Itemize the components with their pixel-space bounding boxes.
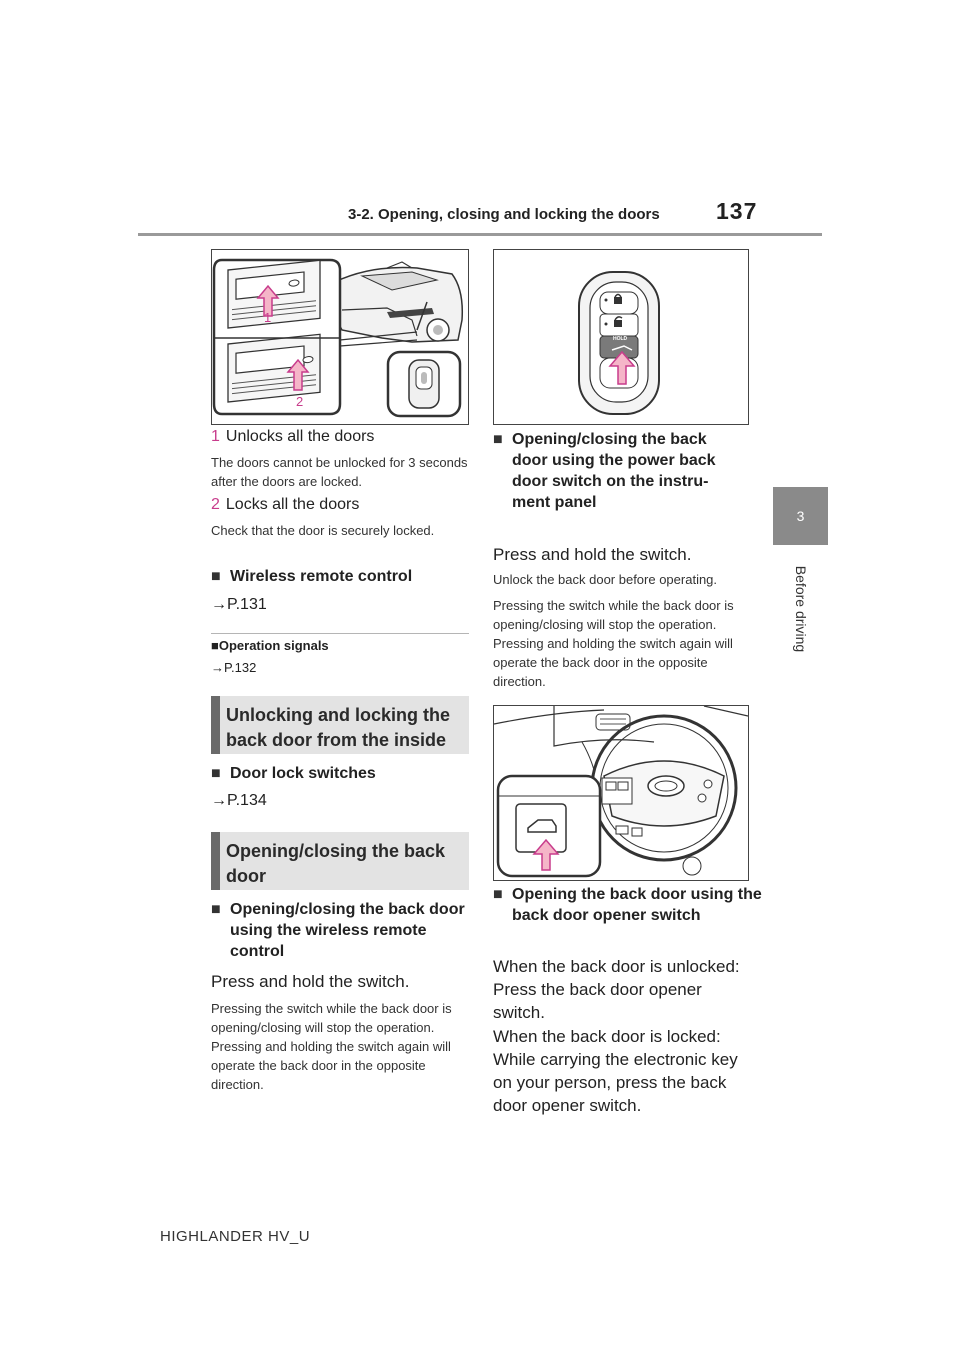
- step-1-note: The doors cannot be unlocked for 3 seconds after the doors are locked.: [211, 455, 468, 489]
- step-1-text: Unlocks all the doors: [225, 428, 375, 445]
- door-lock-switches-heading: ■ Door lock switches: [211, 765, 376, 782]
- opener-switch-text-unlocked: When the back door is unlocked: Press the back door opener switch.: [493, 957, 740, 1022]
- key-fob-figure: [493, 249, 749, 425]
- chapter-number: 3: [796, 508, 805, 524]
- operation-signals-heading: ■Operation signals: [211, 638, 329, 653]
- square-bullet-icon: ■: [211, 765, 221, 782]
- operation-signals-reference[interactable]: →P.132: [211, 660, 257, 675]
- power-switch-note-1: Unlock the back door before operating.: [493, 572, 718, 587]
- step-2-note: Check that the door is securely locked.: [211, 523, 435, 538]
- footer-model: HIGHLANDER HV_U: [160, 1228, 311, 1245]
- section-heading-unlock-inside: Unlocking and locking the back door from the inside: [211, 696, 469, 754]
- remote-control-note: Pressing the switch while the back door is opening/closing will stop the operation. Pressing and holding the switch again will operate the back door in the opposite direction.: [211, 1001, 452, 1092]
- section-heading-open-close: Opening/closing the back door: [211, 832, 469, 890]
- remote-control-text: Press and hold the switch.: [211, 972, 410, 991]
- square-bullet-icon: ■: [211, 638, 219, 653]
- arrow-right-icon: →: [211, 596, 227, 613]
- square-bullet-icon: ■: [211, 568, 221, 585]
- step-2-text: Locks all the doors: [225, 496, 360, 513]
- arrow-right-icon: →: [211, 660, 224, 675]
- square-bullet-icon: ■: [493, 886, 503, 903]
- step-1-number: 1: [211, 428, 220, 445]
- power-switch-heading: ■ Opening/closing the back door using the power back door switch on the instru- ment panel: [493, 431, 716, 511]
- chapter-tab: [773, 487, 828, 545]
- door-lock-switch-figure: [211, 249, 469, 425]
- step-2: [211, 496, 359, 514]
- instrument-panel-illustration: [494, 706, 748, 880]
- opener-switch-text-locked: When the back door is locked: While carrying the electronic key on your person, press the back door opener switch.: [493, 1027, 738, 1115]
- divider: [211, 633, 469, 634]
- door-lock-switches-reference[interactable]: →P.134: [211, 792, 267, 809]
- power-switch-text: Press and hold the switch.: [493, 545, 692, 564]
- instrument-panel-figure: [493, 705, 749, 881]
- wireless-remote-reference[interactable]: →P.131: [211, 596, 267, 613]
- section-header-title: 3-2. Opening, closing and locking the doors: [348, 206, 660, 223]
- square-bullet-icon: ■: [493, 431, 503, 448]
- remote-control-heading: ■ Opening/closing the back door using the wireless remote control: [211, 901, 465, 960]
- square-bullet-icon: ■: [211, 901, 221, 918]
- hold-label: HOLD: [613, 336, 628, 342]
- step-2-number: 2: [211, 496, 220, 513]
- page-number: 137: [716, 198, 758, 224]
- header-divider: [138, 233, 822, 236]
- chapter-label: Before driving: [793, 565, 809, 653]
- opener-switch-heading: ■ Opening the back door using the back door opener switch: [493, 886, 762, 924]
- power-switch-note-2: Pressing the switch while the back door is opening/closing will stop the operation. Pressing and holding the switch again will operate the back door in the opposite direction.: [493, 598, 734, 689]
- callout-2: 2: [296, 394, 304, 409]
- door-lock-switch-illustration: [212, 250, 468, 424]
- wireless-remote-heading: ■ Wireless remote control: [211, 568, 413, 585]
- callout-1: 1: [264, 310, 272, 325]
- step-1: [211, 428, 374, 446]
- arrow-right-icon: →: [211, 792, 227, 809]
